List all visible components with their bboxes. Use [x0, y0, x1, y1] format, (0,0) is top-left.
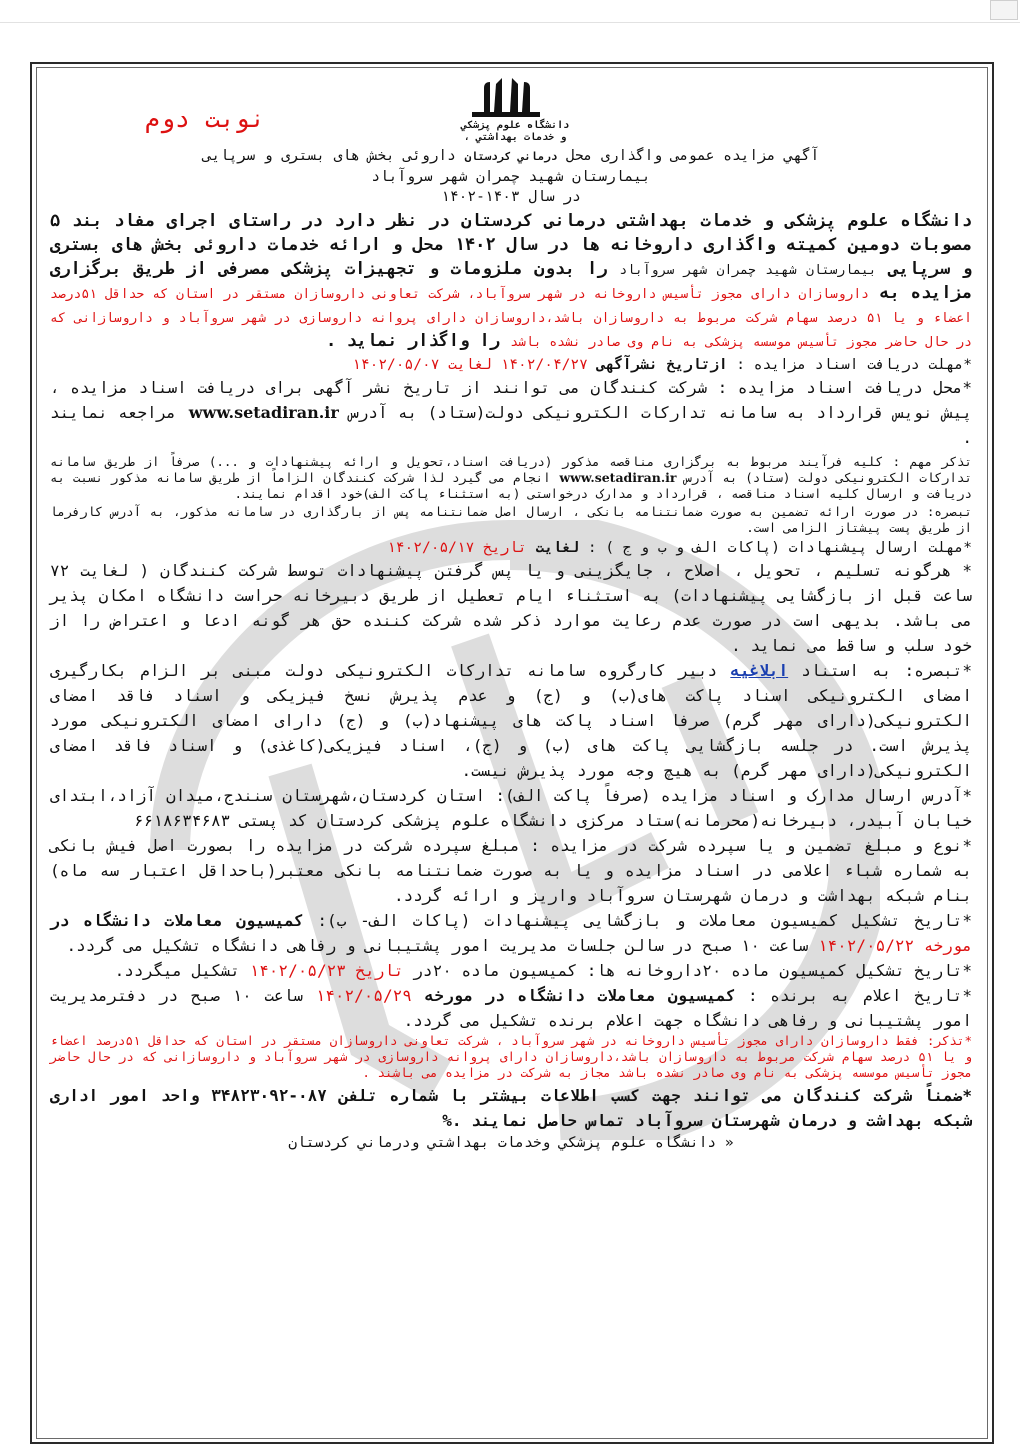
commission-text-a: *تاریخ تشکیل کمیسیون معاملات و بازگشایی پیشنهادات (پاکات الف- ب): — [317, 911, 973, 930]
commission20-paragraph — [50, 958, 972, 983]
signature-note-b: دبیر کارگروه سامانه تدارکات الکترونیکی دولت مبنی بر الزام بکارگیری امضای الکترونیکی اسناد پاکت های(ب) و (ج) و عدم پذیرش نسخ فیزیکی و اسناد فاقد امضای الکترونیکی(دارای مهر گرم) صرفا اسناد پاکت های پیشنهاد(ب) و (ج) دارای امضای الکترونیکی مورد پذیرش است. در جلسه بازگشایی پاکت های (ب) و (ج)، اسناد فیزیکی(کاغذی) و اسناد فاقد امضای الکترونیکی(دارای مهر گرم) به هیچ وجه مورد پذیرش نیست. — [50, 661, 972, 780]
docs-place — [50, 375, 972, 450]
footer-signature: « دانشگاه علوم پزشكي وخدمات بهداشتي ودرماني كردستان — [288, 1135, 734, 1151]
title-line-1 — [50, 146, 972, 167]
commission20-text-b: تشکیل میگردد. — [114, 961, 240, 980]
winner-paragraph — [50, 983, 972, 1033]
title-line-1b: داروئی بخش های بستری و سرپایی — [202, 148, 456, 164]
important-notice — [50, 454, 972, 502]
intro-text: دانشگاه علوم پزشکی و خدمات بهداشتی درمانی کردستان در نظر دارد در راستای اجرای مفاد بند ۵ مصوبات دومین کمیته واگذاری داروخانه ها در سال ۱۴۰۲ محل و ارائه خدمات داروئی بخش های بستری و سرپایی — [50, 211, 972, 279]
offer-deadline — [50, 538, 972, 558]
offer-deadline-label: *مهلت ارسال پیشنهادات (پاکات الف و ب و ج ) : — [587, 540, 972, 556]
offer-deadline-date: تاریخ ۱۴۰۲/۰۵/۱۷ — [387, 540, 527, 556]
docs-deadline-to: لغایت ۱۴۰۲/۰۵/۰۷ — [352, 357, 492, 373]
commission-text-c: ساعت ۱۰ صبح در سالن جلسات مدیریت امور پشتیبانی و رفاهی دانشگاه تشکیل می گردد. — [66, 936, 809, 955]
university-name — [430, 120, 600, 144]
notice-text-b: انجام می گیرد لذا شرکت کنندگان الزاماً از طریق سامانه مذکور نسبت به دریافت و ارسال کلیه اسناد مناقصه ، قرارداد و مدارک درخواستی (به استثناء پاکت الف)خود اقدام نمایند. — [50, 470, 972, 501]
docs-place-end: مراجعه نمایند . — [50, 403, 972, 447]
intro-paragraph — [50, 209, 972, 353]
winner-text-c: ساعت ۱۰ صبح در دفترمدیریت امور پشتیبانی و رفاهی دانشگاه جهت اعلام برنده تشکیل می گردد. — [50, 986, 972, 1030]
notice-text-a: تذکر مهم : کلیه فرآیند مربوط به برگزاری مناقصه مذکور (دریافت اسناد،تحویل و ارائه پیشنهادات و ...) صرفاً از طریق سامانه تدارکات الکترونیکی دولت (ستاد) به آدرس — [50, 454, 972, 485]
reminder-paragraph: *تذکر: فقط داروسازان دارای مجوز تأسیس داروخانه در شهر سروآباد ، شرکت تعاونی داروسازان مستقر در استان که حداقل ۵۱درصد اعضاء و یا ۵۱ درصد سهام شرکت مربوط به داروسازان باشد،داروسازان دارای پروانه داروسازی در شهر سروآباد و داروسازانی که در حال حاضر مجوز تأسیس موسسه پزشکی به نام وی صادر نشده باشد مجاز به شرکت در مزایده می باشند . — [50, 1033, 972, 1080]
university-name-line1: دانشگاه علوم پزشكي — [460, 120, 570, 131]
docs-deadline-from-date: ۱۴۰۲/۰۴/۲۷ — [500, 357, 588, 373]
intro-text-b: را بدون ملزومات و تجهیزات پزشکی مصرفی از طریق برگزاری مزایده به — [50, 259, 972, 303]
notice-url-link[interactable]: www.setadiran.ir — [559, 470, 677, 485]
window-control[interactable] — [990, 0, 1018, 20]
docs-place-text: *محل دریافت اسناد مزایده : شرکت کنندگان می توانند از تاریخ نشر آگهی برای دریافت اسناد مزایده ، پیش نویس قرارداد به سامانه تدارکات الکترونیکی دولت(ستاد) به آدرس — [50, 378, 972, 422]
docs-deadline — [50, 355, 972, 375]
intro-eligibility: داروسازان دارای مجوز تأسیس داروخانه در شهر سروآباد، شرکت تعاونی داروسازان مستقر در استان که حداقل ۵۱درصد اعضاء و یا ۵۱ درصد سهام شرکت مربوط به داروسازان باشد،داروسازان دارای پروانه داروسازی در شهر سروآباد و داروسازانی که در حال حاضر مجوز تأسیس موسسه پزشکی به نام وی صادر نشده باشد — [50, 287, 972, 350]
announcement-body — [50, 146, 972, 1153]
title-line-1a: آگهي مزايده عمومی واگذاری محل — [566, 148, 820, 164]
signature-note-a: *تبصره: به استناد — [801, 661, 972, 680]
commission-paragraph — [50, 908, 972, 958]
address-paragraph: *آدرس ارسال مدارک و اسناد مزایده (صرفاً پاکت الف): استان کردستان،شهرستان سنندج،میدان آزاد،ابتدای خیابان آبیدر، دبیرخانه(محرمانه)ستاد مرکزی دانشگاه علوم پزشکی کردستان کد پستی ۶۶۱۸۶۳۴۶۸۳ — [50, 786, 972, 830]
university-logo-icon — [470, 74, 542, 120]
directive-link[interactable]: ابلاغیه — [730, 661, 789, 680]
university-name-line2: و خدمات بهداشتي ، — [463, 132, 567, 143]
commission20-date: تاریخ ۱۴۰۲/۰۵/۲۳ — [249, 961, 404, 980]
university-name-line3: درماني كردستان — [464, 150, 558, 163]
contact-paragraph: *ضمناً شرکت کنندگان می توانند جهت کسب اطلاعات بیشتر با شماره تلفن ۰۸۷-۳۴۸۲۳۰۹۲ واحد امور اداری شبکه بهداشت و درمان شهرستان سروآباد تماس حاصل نمایند .% — [50, 1086, 973, 1130]
offer-deadline-to-label: لغایت — [535, 540, 580, 556]
top-divider — [0, 22, 1020, 23]
cancel-paragraph: * هرگونه تسلیم ، تحویل ، اصلاح ، جایگزینی و یا پس گرفتن پیشنهادات توسط شرکت کنندگان ( لغایت ۷۲ ساعت قبل از بازگشایی پیشنهادات) به استثناء ایام تعطیل از طریق دبیرخانه حراست دانشگاه امکان پذیر می باشد. بدیهی است در صورت عدم رعایت موارد ذکر شده شرکت کننده حق هر گونه ادعا و اعتراض را از خود سلب و ساقط می نماید . — [50, 561, 972, 655]
electronic-signature-note — [50, 658, 972, 783]
commission-date-label: مورخه — [923, 936, 972, 955]
deposit-paragraph: *نوع و مبلغ تضمین و یا سپرده شرکت در مزایده : مبلغ سپرده شرکت در مزایده را بصورت اصل فیش بانکی به شماره شباء اعلامی در اسناد مزایده و یا به صورت ضمانتنامه بانکی معتبر(باحداقل اعتبار سه ماه) بنام شبکه بهداشت و درمان شهرستان سروآباد واریز و ارائه گردد. — [50, 836, 972, 905]
title-line-2: بیمارستان شهید چمران شهر سروآباد — [371, 169, 651, 185]
winner-date: ۱۴۰۲/۰۵/۲۹ — [315, 986, 412, 1005]
winner-text-b: کمیسیون معاملات دانشگاه در مورخه — [424, 986, 736, 1005]
title-line-3: در سال ۱۴۰۳-۱۴۰۲ — [441, 189, 581, 205]
guarantee-note: تبصره: در صورت ارائه تضمین به صورت ضمانتنامه بانکی ، ارسال اصل ضمانتنامه پس از بارگذاری در سامانه مذکور، به آدرس کارفرما از طریق پست پیشتاز الزامی است. — [50, 504, 972, 535]
commission-date: ۱۴۰۲/۰۵/۲۲ — [817, 936, 915, 955]
docs-deadline-from-label: ازتاریخ نشرآگهی — [596, 357, 728, 373]
docs-deadline-label: *مهلت دریافت اسناد مزایده : — [736, 357, 972, 373]
browser-top-bar — [0, 0, 1020, 22]
winner-text-a: *تاریخ اعلام به برنده : — [748, 986, 973, 1005]
intro-end: را واگذار نماید . — [325, 331, 500, 351]
intro-hospital: بیمارستان شهید چمران شهر سروآباد — [619, 263, 877, 278]
second-round-label: نوبت دوم — [144, 104, 266, 133]
commission20-text-a: *تاریخ تشکیل کمیسیون ماده ۲۰داروخانه ها: کمیسیون ماده ۲۰در — [413, 961, 972, 980]
commission-text-b: کمیسیون معاملات دانشگاه در — [50, 911, 304, 930]
setad-url-link[interactable]: www.setadiran.ir — [188, 403, 339, 422]
